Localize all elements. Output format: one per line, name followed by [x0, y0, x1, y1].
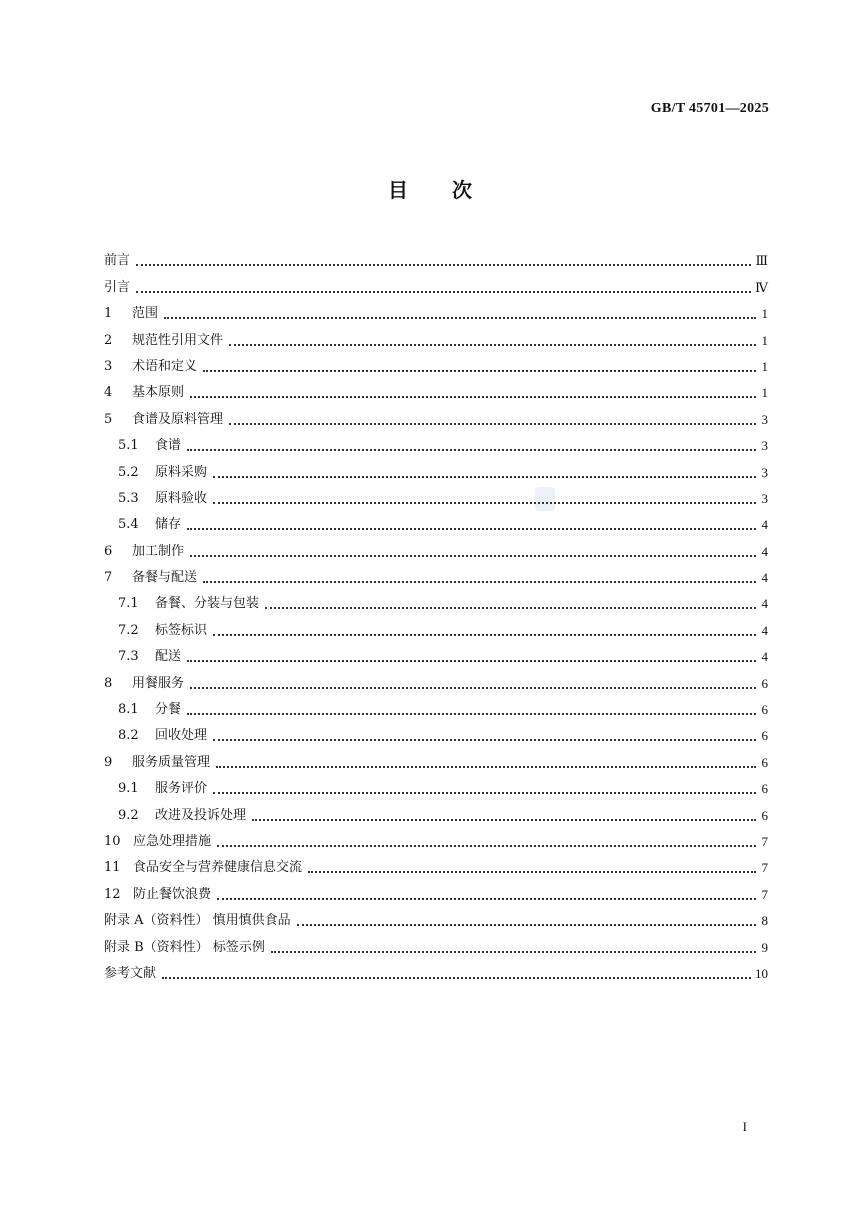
toc-leader-dots	[229, 423, 756, 425]
toc-entry-label: 标签标识	[155, 622, 208, 638]
toc-entry-page: 1	[761, 306, 768, 322]
toc-leader-dots	[297, 924, 756, 926]
toc-entry-label: 备餐、分装与包装	[155, 596, 260, 612]
toc-entry-page: 9	[761, 939, 768, 955]
toc-entry-label: 备餐与配送	[132, 570, 198, 586]
toc-entry-page: 6	[761, 781, 768, 797]
toc-entry-label: 食谱及原料管理	[132, 411, 224, 427]
toc-entry[interactable]	[104, 929, 768, 955]
toc-entry-number: 5	[104, 411, 113, 427]
toc-entry-number: 12	[104, 886, 121, 902]
toc-entry[interactable]	[104, 850, 768, 876]
toc-entry[interactable]	[104, 533, 768, 559]
toc-leader-dots	[217, 898, 756, 900]
toc-entry-page: 4	[761, 570, 768, 586]
toc-entry-page: 4	[761, 622, 768, 638]
toc-entry-label: 范围	[132, 306, 159, 322]
toc-leader-dots	[187, 528, 756, 530]
toc-entry-page: 4	[761, 517, 768, 533]
toc-entry[interactable]	[104, 639, 768, 665]
toc-entry-number: 8.1	[118, 702, 139, 718]
toc-entry-number: 5.4	[118, 517, 139, 533]
toc-entry-label: 术语和定义	[132, 358, 198, 374]
toc-entry[interactable]	[104, 507, 768, 533]
toc-leader-dots	[187, 449, 756, 451]
toc-entry[interactable]	[104, 903, 768, 929]
toc-entry[interactable]	[104, 349, 768, 375]
toc-entry-label: 食品安全与营养健康信息交流	[133, 860, 303, 876]
toc-entry-page: 7	[761, 833, 768, 849]
toc-entry[interactable]	[104, 692, 768, 718]
toc-entry[interactable]	[104, 956, 768, 982]
toc-entry-label: 附录 B（资料性） 标签示例	[104, 939, 265, 955]
toc-entry-page: 1	[761, 332, 768, 348]
toc-leader-dots	[229, 344, 756, 346]
page-title-part-1: 目	[388, 178, 408, 202]
table-of-contents	[104, 243, 768, 982]
toc-leader-dots	[213, 634, 756, 636]
toc-entry[interactable]	[104, 718, 768, 744]
toc-leader-dots	[187, 713, 756, 715]
toc-entry-label: 参考文献	[104, 965, 157, 981]
toc-entry[interactable]	[104, 401, 768, 427]
page-title	[0, 175, 860, 205]
toc-leader-dots	[190, 555, 756, 557]
toc-entry-label: 服务评价	[155, 781, 208, 797]
page-number: I	[742, 1119, 747, 1134]
toc-entry-number: 7.1	[118, 596, 139, 612]
toc-entry-page: 1	[761, 358, 768, 374]
toc-entry-label: 基本原则	[132, 385, 185, 401]
toc-entry[interactable]	[104, 454, 768, 480]
toc-entry-page: 3	[761, 411, 768, 427]
toc-entry-page: 7	[761, 860, 768, 876]
toc-entry-label: 回收处理	[155, 728, 208, 744]
toc-entry-number: 7.2	[118, 622, 139, 638]
page-title-part-2: 次	[452, 178, 472, 202]
toc-entry-number: 1	[104, 306, 113, 322]
toc-entry-number: 5.1	[118, 438, 139, 454]
toc-entry-label: 配送	[155, 649, 182, 665]
toc-leader-dots	[265, 607, 756, 609]
toc-entry-page: 4	[761, 596, 768, 612]
toc-entry-label: 储存	[155, 517, 182, 533]
toc-entry-page: 7	[761, 886, 768, 902]
toc-entry[interactable]	[104, 375, 768, 401]
toc-entry-number: 11	[104, 860, 121, 876]
toc-entry-number: 9.2	[118, 807, 139, 823]
toc-entry-label: 分餐	[155, 702, 182, 718]
toc-entry-label: 原料采购	[155, 464, 208, 480]
toc-leader-dots	[213, 502, 756, 504]
toc-entry-page: 4	[761, 649, 768, 665]
toc-leader-dots	[190, 396, 756, 398]
toc-entry-label: 引言	[104, 279, 131, 295]
toc-entry-label: 规范性引用文件	[132, 332, 224, 348]
toc-leader-dots	[271, 951, 756, 953]
toc-entry-number: 8.2	[118, 728, 139, 744]
toc-entry-label: 前言	[104, 253, 131, 269]
toc-leader-dots	[164, 317, 756, 319]
toc-leader-dots	[203, 581, 756, 583]
toc-entry-number: 7.3	[118, 649, 139, 665]
toc-entry[interactable]	[104, 428, 768, 454]
toc-entry[interactable]	[104, 296, 768, 322]
toc-entry-page: 6	[761, 702, 768, 718]
toc-entry[interactable]	[104, 612, 768, 638]
toc-entry-page: 1	[761, 385, 768, 401]
toc-entry[interactable]	[104, 481, 768, 507]
toc-entry-label: 附录 A（资料性） 慎用慎供食品	[104, 913, 291, 929]
toc-entry-number: 10	[104, 833, 121, 849]
toc-entry-page: 8	[761, 913, 768, 929]
toc-entry-page: 6	[761, 807, 768, 823]
toc-entry-label: 用餐服务	[132, 675, 185, 691]
toc-entry-number: 5.3	[118, 490, 139, 506]
toc-leader-dots	[308, 871, 756, 873]
toc-entry-number: 6	[104, 543, 113, 559]
toc-leader-dots	[136, 264, 751, 266]
toc-entry-number: 5.2	[118, 464, 139, 480]
toc-leader-dots	[136, 291, 751, 293]
toc-leader-dots	[217, 845, 756, 847]
toc-entry[interactable]	[104, 269, 768, 295]
toc-entry-page: 3	[761, 464, 768, 480]
toc-leader-dots	[190, 687, 756, 689]
toc-entry-page: 3	[761, 438, 768, 454]
document-code: GB/T 45701—2025	[650, 101, 769, 116]
toc-entry-label: 应急处理措施	[133, 833, 212, 849]
toc-entry[interactable]	[104, 560, 768, 586]
toc-entry[interactable]	[104, 243, 768, 269]
toc-entry-label: 食谱	[155, 438, 182, 454]
toc-leader-dots	[252, 819, 756, 821]
toc-entry-number: 9	[104, 754, 113, 770]
toc-entry-page: 6	[761, 675, 768, 691]
toc-leader-dots	[213, 739, 756, 741]
toc-leader-dots	[162, 977, 751, 979]
toc-entry-page: Ⅲ	[755, 253, 768, 269]
toc-entry[interactable]	[104, 771, 768, 797]
toc-entry-label: 防止餐饮浪费	[133, 886, 212, 902]
toc-entry-number: 4	[104, 385, 113, 401]
toc-entry[interactable]	[104, 322, 768, 348]
toc-leader-dots	[187, 660, 756, 662]
toc-entry-label: 改进及投诉处理	[155, 807, 247, 823]
toc-entry[interactable]	[104, 876, 768, 902]
toc-entry-page: 10	[755, 965, 768, 981]
toc-entry-number: 7	[104, 570, 113, 586]
toc-leader-dots	[213, 792, 756, 794]
toc-entry[interactable]	[104, 744, 768, 770]
toc-entry[interactable]	[104, 824, 768, 850]
toc-leader-dots	[213, 476, 756, 478]
toc-entry-label: 服务质量管理	[132, 754, 211, 770]
toc-leader-dots	[203, 370, 756, 372]
toc-entry-number: 2	[104, 332, 113, 348]
toc-entry-page: 6	[761, 728, 768, 744]
toc-entry-page: Ⅳ	[755, 279, 768, 295]
toc-entry[interactable]	[104, 797, 768, 823]
toc-leader-dots	[216, 766, 756, 768]
toc-entry-number: 3	[104, 358, 113, 374]
toc-entry-page: 6	[761, 754, 768, 770]
toc-entry-page: 3	[761, 490, 768, 506]
toc-entry[interactable]	[104, 665, 768, 691]
toc-entry-page: 4	[761, 543, 768, 559]
toc-entry-label: 加工制作	[132, 543, 185, 559]
toc-entry[interactable]	[104, 586, 768, 612]
toc-entry-label: 原料验收	[155, 490, 208, 506]
toc-entry-number: 8	[104, 675, 113, 691]
toc-entry-number: 9.1	[118, 781, 139, 797]
